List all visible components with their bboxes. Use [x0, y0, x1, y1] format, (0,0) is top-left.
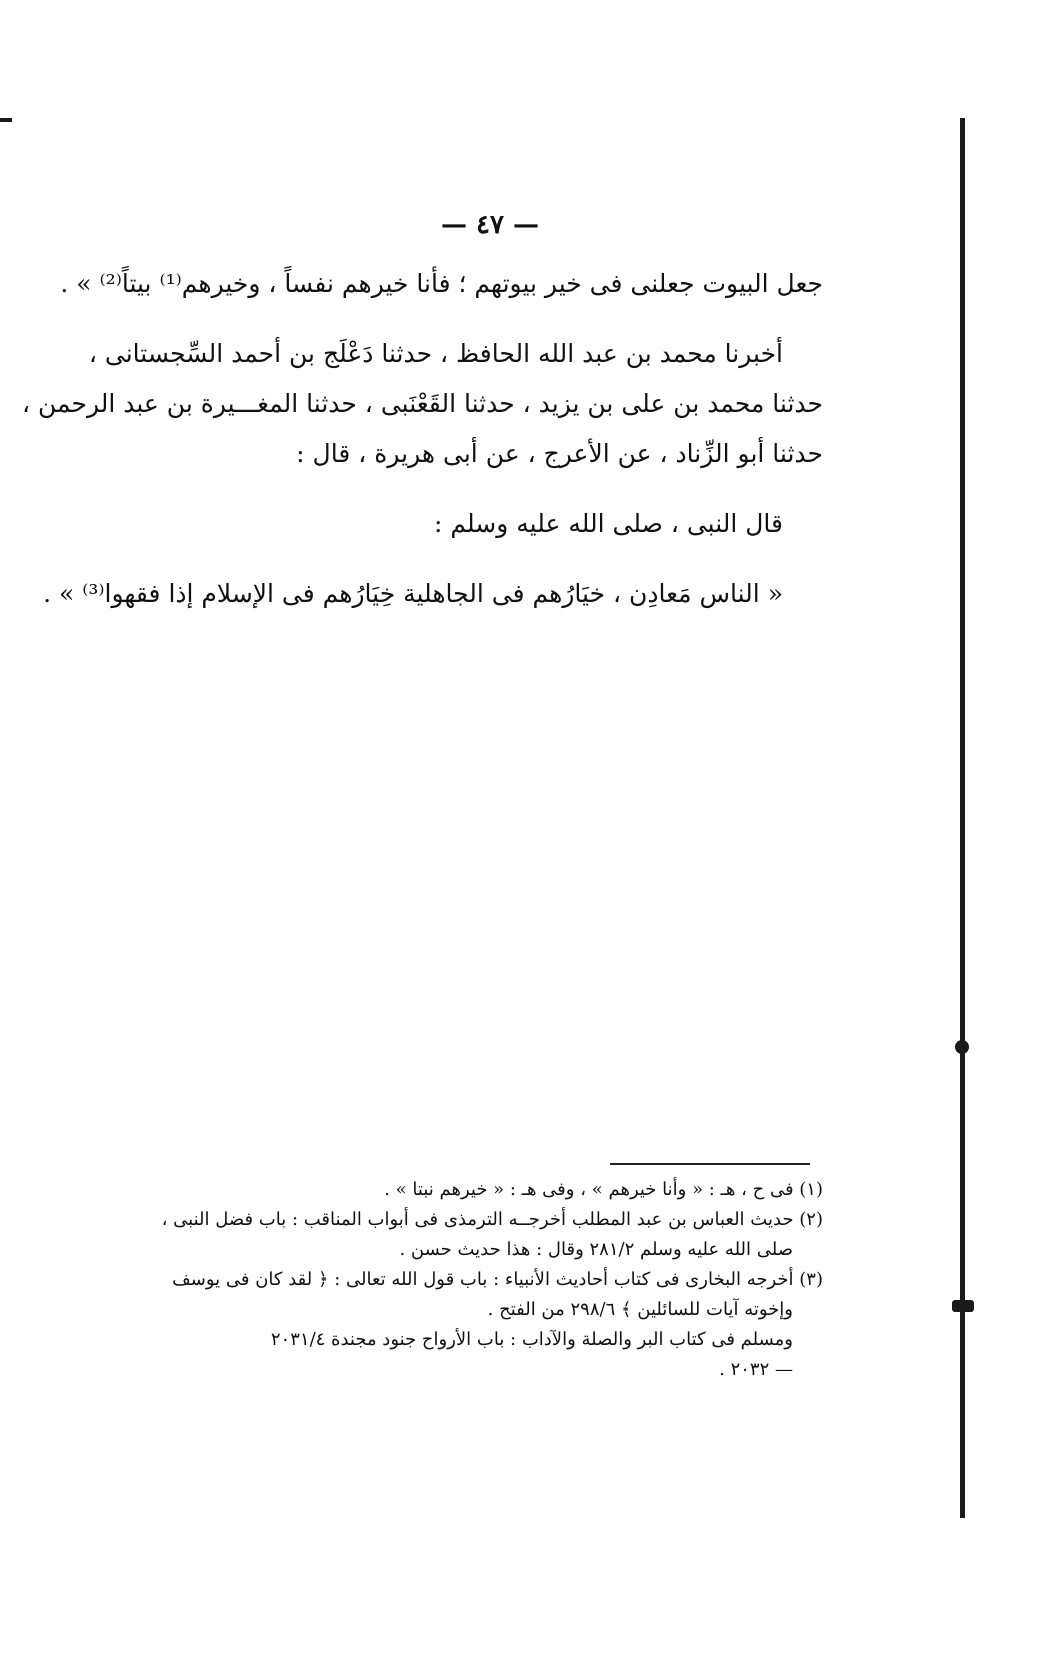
footnote-line: صلى الله عليه وسلم ٢٨١/٢ وقال : هذا حديث حسن .	[399, 1239, 793, 1260]
footnote-separator	[610, 1163, 810, 1165]
body-line: حدثنا أبو الزِّناد ، عن الأعرج ، عن أبى هريرة ، قال :	[296, 439, 823, 468]
footnote-line: ومسلم فى كتاب البر والصلة والآداب : باب الأرواح جنود مجندة ٢٠٣١/٤	[270, 1329, 793, 1350]
body-line: حدثنا محمد بن على بن يزيد ، حدثنا القَعْنَبى ، حدثنا المغـــيرة بن عبد الرحمن ،	[22, 389, 823, 418]
binding-knob	[955, 1040, 969, 1054]
footnote-line: (٣) أخرجه البخارى فى كتاب أحاديث الأنبياء : باب قول الله تعالى : ﴿ لقد كان فى يوسف	[172, 1269, 823, 1290]
footnote-line: — ٢٠٣٢ .	[719, 1359, 793, 1380]
page-number: — ٤٧ —	[440, 210, 540, 240]
footnote-line: وإخوته آيات للسائلين ﴾ ٢٩٨/٦ من الفتح .	[487, 1299, 793, 1320]
body-line: قال النبى ، صلى الله عليه وسلم :	[434, 509, 783, 538]
margin-mark	[0, 118, 12, 122]
footnote-line: (١) فى ح ، هـ : « وأنا خيرهم » ، وفى هـ : « خيرهم نبتا » .	[384, 1179, 823, 1200]
body-line: « الناس مَعادِن ، خيَارُهم فى الجاهلية خِيَارُهم فى الإسلام إذا فقهوا⁽³⁾ » .	[43, 579, 783, 608]
body-line: جعل البيوت جعلنى فى خير بيوتهم ؛ فأنا خيرهم نفساً ، وخيرهم⁽¹⁾ بيتاً⁽²⁾ » .	[60, 269, 823, 298]
footnote-line: (٢) حديث العباس بن عبد المطلب أخرجــه الترمذى فى أبواب المناقب : باب فضل النبى ،	[161, 1209, 823, 1230]
body-line: أخبرنا محمد بن عبد الله الحافظ ، حدثنا دَعْلَج بن أحمد السِّجستانى ،	[88, 339, 783, 368]
binding-clip	[952, 1300, 974, 1312]
